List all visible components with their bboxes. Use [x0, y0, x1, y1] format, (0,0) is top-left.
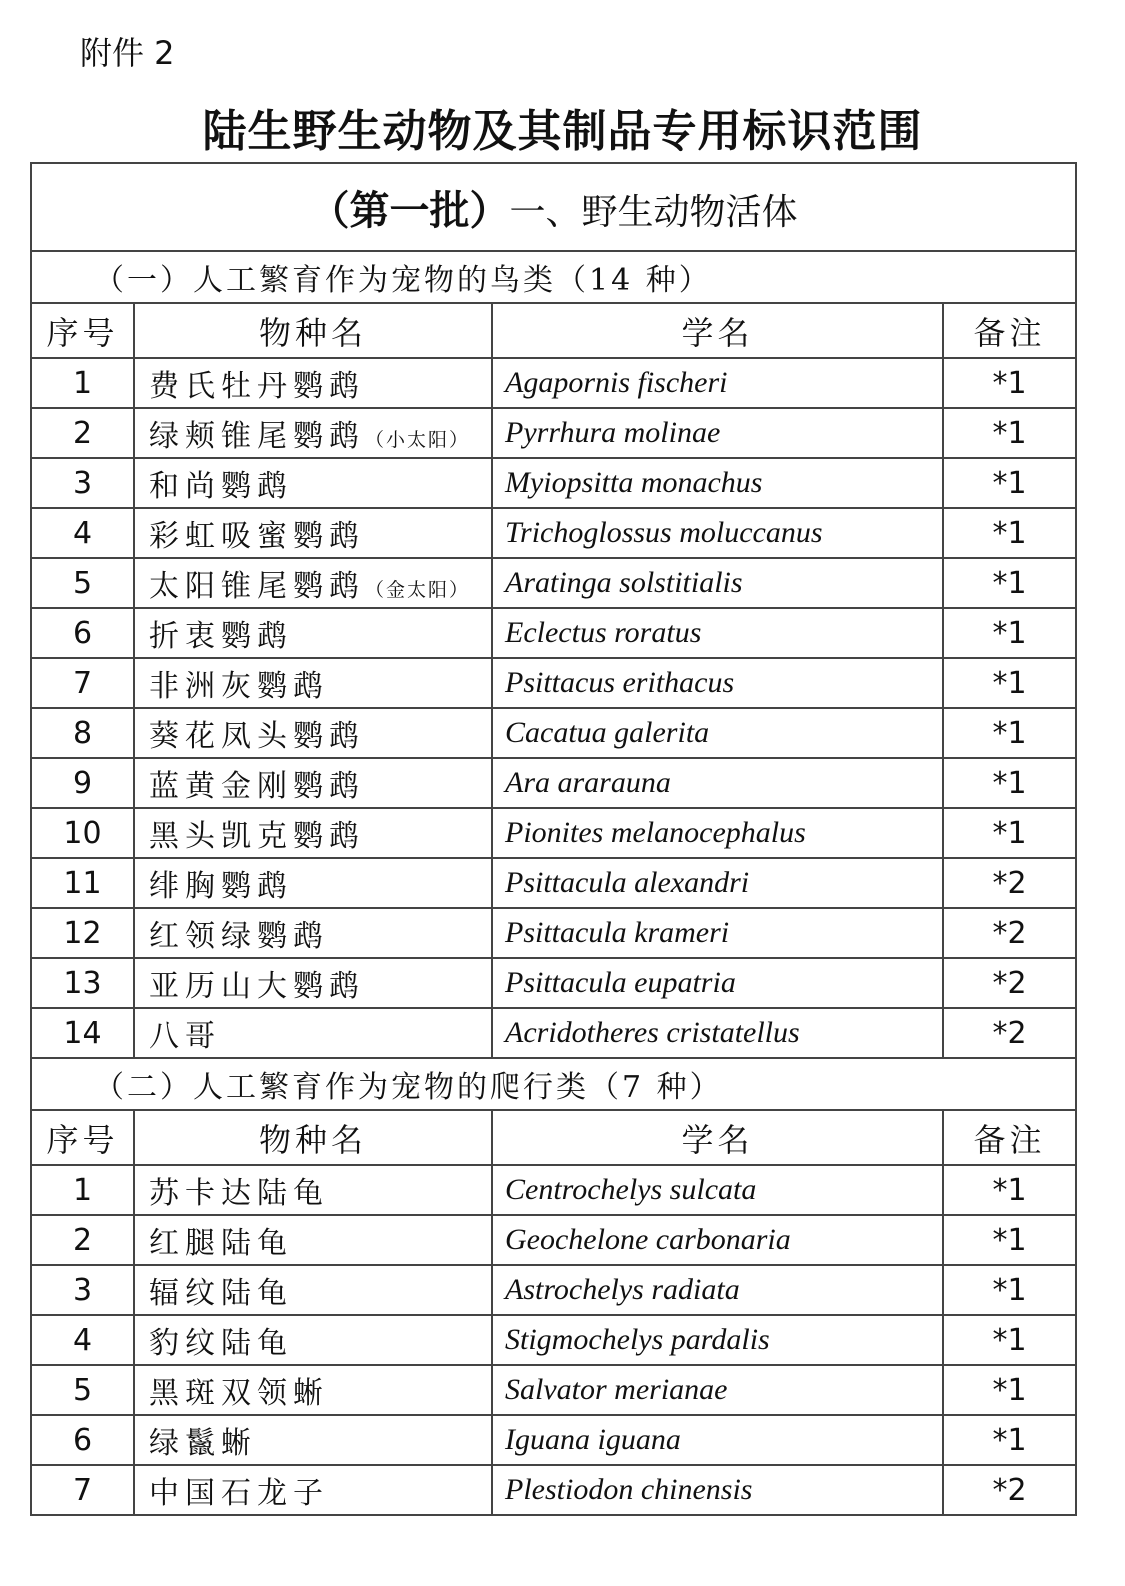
species-name: 彩虹吸蜜鹦鹉 — [149, 519, 365, 554]
table-row — [31, 708, 1076, 758]
row-number: 2 — [31, 1215, 134, 1265]
row-number: 6 — [31, 608, 134, 658]
species-name: 蓝黄金刚鹦鹉 — [149, 769, 365, 804]
column-header-row — [31, 1110, 1076, 1165]
species-name: 红领绿鹦鹉 — [149, 919, 329, 954]
remark: *2 — [943, 1465, 1076, 1515]
species-name: 亚历山大鹦鹉 — [149, 969, 365, 1004]
column-header-species: 物种名 — [134, 303, 492, 358]
table-row — [31, 908, 1076, 958]
species-name-cell — [134, 1215, 492, 1265]
table-row — [31, 1315, 1076, 1365]
scientific-name: Pyrrhura molinae — [492, 408, 943, 458]
species-table-body — [31, 163, 1076, 1515]
row-number: 14 — [31, 1008, 134, 1058]
species-name-cell — [134, 1008, 492, 1058]
species-name-cell — [134, 758, 492, 808]
table-row — [31, 858, 1076, 908]
species-name-cell — [134, 1365, 492, 1415]
table-row — [31, 1465, 1076, 1515]
section-title: （一）人工繁育作为宠物的鸟类（14 种） — [31, 251, 1076, 303]
column-header-index: 序号 — [31, 1110, 134, 1165]
species-name-cell — [134, 1165, 492, 1215]
species-name: 绿颊锥尾鹦鹉 — [149, 419, 365, 454]
remark: *1 — [943, 1365, 1076, 1415]
remark: *1 — [943, 608, 1076, 658]
species-name-cell — [134, 508, 492, 558]
attachment-label: 附件 2 — [80, 34, 175, 72]
scientific-name: Iguana iguana — [492, 1415, 943, 1465]
species-table — [30, 162, 1077, 1516]
remark: *1 — [943, 1215, 1076, 1265]
remark: *2 — [943, 858, 1076, 908]
table-row — [31, 1415, 1076, 1465]
row-number: 3 — [31, 1265, 134, 1315]
remark: *1 — [943, 808, 1076, 858]
remark: *1 — [943, 358, 1076, 408]
table-row — [31, 1008, 1076, 1058]
table-row — [31, 1165, 1076, 1215]
column-header-remark: 备注 — [943, 1110, 1076, 1165]
remark: *1 — [943, 658, 1076, 708]
species-name: 绿鬣蜥 — [149, 1426, 257, 1461]
scientific-name: Acridotheres cristatellus — [492, 1008, 943, 1058]
remark: *2 — [943, 1008, 1076, 1058]
species-name-cell — [134, 458, 492, 508]
column-header-scientific: 学名 — [492, 303, 943, 358]
batch-category: 一、野生动物活体 — [509, 191, 798, 233]
row-number: 2 — [31, 408, 134, 458]
table-row — [31, 408, 1076, 458]
remark: *1 — [943, 758, 1076, 808]
scientific-name: Cacatua galerita — [492, 708, 943, 758]
scientific-name: Myiopsitta monachus — [492, 458, 943, 508]
table-row — [31, 958, 1076, 1008]
column-header-species: 物种名 — [134, 1110, 492, 1165]
remark: *2 — [943, 958, 1076, 1008]
species-name-cell — [134, 1415, 492, 1465]
table-row — [31, 558, 1076, 608]
species-name-cell — [134, 408, 492, 458]
scientific-name: Salvator merianae — [492, 1365, 943, 1415]
table-row — [31, 358, 1076, 408]
row-number: 5 — [31, 1365, 134, 1415]
row-number: 9 — [31, 758, 134, 808]
scientific-name: Ara ararauna — [492, 758, 943, 808]
remark: *1 — [943, 1415, 1076, 1465]
species-name-cell — [134, 958, 492, 1008]
scientific-name: Psittacula krameri — [492, 908, 943, 958]
row-number: 1 — [31, 358, 134, 408]
scientific-name: Psittacula alexandri — [492, 858, 943, 908]
species-name: 黑头凯克鹦鹉 — [149, 819, 365, 854]
remark: *1 — [943, 408, 1076, 458]
species-name-cell — [134, 1265, 492, 1315]
remark: *1 — [943, 508, 1076, 558]
species-name: 红腿陆龟 — [149, 1226, 293, 1261]
table-row — [31, 608, 1076, 658]
species-name: 豹纹陆龟 — [149, 1326, 293, 1361]
species-name-cell — [134, 358, 492, 408]
species-name-cell — [134, 558, 492, 608]
species-name: 葵花凤头鹦鹉 — [149, 719, 365, 754]
species-name: 中国石龙子 — [149, 1476, 329, 1511]
column-header-scientific: 学名 — [492, 1110, 943, 1165]
row-number: 3 — [31, 458, 134, 508]
scientific-name: Astrochelys radiata — [492, 1265, 943, 1315]
column-header-row — [31, 303, 1076, 358]
row-number: 4 — [31, 508, 134, 558]
scientific-name: Agapornis fischeri — [492, 358, 943, 408]
batch-label: （第一批） — [309, 187, 510, 234]
species-name: 苏卡达陆龟 — [149, 1176, 329, 1211]
scientific-name: Pionites melanocephalus — [492, 808, 943, 858]
section-title-row — [31, 251, 1076, 303]
row-number: 6 — [31, 1415, 134, 1465]
species-name: 黑斑双领蜥 — [149, 1376, 329, 1411]
row-number: 5 — [31, 558, 134, 608]
scientific-name: Trichoglossus moluccanus — [492, 508, 943, 558]
row-number: 12 — [31, 908, 134, 958]
row-number: 1 — [31, 1165, 134, 1215]
row-number: 8 — [31, 708, 134, 758]
row-number: 10 — [31, 808, 134, 858]
species-name-cell — [134, 608, 492, 658]
species-name-cell — [134, 908, 492, 958]
species-name-cell — [134, 1315, 492, 1365]
remark: *2 — [943, 908, 1076, 958]
species-name: 和尚鹦鹉 — [149, 469, 293, 504]
batch-header — [31, 163, 1076, 251]
scientific-name: Aratinga solstitialis — [492, 558, 943, 608]
row-number: 4 — [31, 1315, 134, 1365]
row-number: 7 — [31, 658, 134, 708]
species-alias: （金太阳） — [365, 579, 471, 601]
column-header-remark: 备注 — [943, 303, 1076, 358]
remark: *1 — [943, 708, 1076, 758]
remark: *1 — [943, 558, 1076, 608]
remark: *1 — [943, 1265, 1076, 1315]
section-title: （二）人工繁育作为宠物的爬行类（7 种） — [31, 1058, 1076, 1110]
scientific-name: Geochelone carbonaria — [492, 1215, 943, 1265]
row-number: 13 — [31, 958, 134, 1008]
row-number: 11 — [31, 858, 134, 908]
remark: *1 — [943, 1165, 1076, 1215]
species-name: 辐纹陆龟 — [149, 1276, 293, 1311]
table-row — [31, 458, 1076, 508]
species-alias: （小太阳） — [365, 429, 471, 451]
scientific-name: Psittacula eupatria — [492, 958, 943, 1008]
table-row — [31, 508, 1076, 558]
species-name: 绯胸鹦鹉 — [149, 869, 293, 904]
scientific-name: Eclectus roratus — [492, 608, 943, 658]
document-title: 陆生野生动物及其制品专用标识范围 — [202, 106, 923, 157]
species-name-cell — [134, 708, 492, 758]
row-number: 7 — [31, 1465, 134, 1515]
table-row — [31, 808, 1076, 858]
scientific-name: Plestiodon chinensis — [492, 1465, 943, 1515]
scientific-name: Stigmochelys pardalis — [492, 1315, 943, 1365]
species-name: 八哥 — [149, 1019, 221, 1054]
species-name-cell — [134, 658, 492, 708]
table-row — [31, 1215, 1076, 1265]
species-name-cell — [134, 808, 492, 858]
remark: *1 — [943, 458, 1076, 508]
batch-header-row — [31, 163, 1076, 251]
species-name-cell — [134, 1465, 492, 1515]
section-title-row — [31, 1058, 1076, 1110]
species-name: 太阳锥尾鹦鹉 — [149, 569, 365, 604]
table-row — [31, 758, 1076, 808]
species-name: 折衷鹦鹉 — [149, 619, 293, 654]
remark: *1 — [943, 1315, 1076, 1365]
species-name-cell — [134, 858, 492, 908]
column-header-index: 序号 — [31, 303, 134, 358]
table-row — [31, 658, 1076, 708]
species-name: 费氏牡丹鹦鹉 — [149, 369, 365, 404]
scientific-name: Centrochelys sulcata — [492, 1165, 943, 1215]
species-name: 非洲灰鹦鹉 — [149, 669, 329, 704]
table-row — [31, 1365, 1076, 1415]
scientific-name: Psittacus erithacus — [492, 658, 943, 708]
table-row — [31, 1265, 1076, 1315]
